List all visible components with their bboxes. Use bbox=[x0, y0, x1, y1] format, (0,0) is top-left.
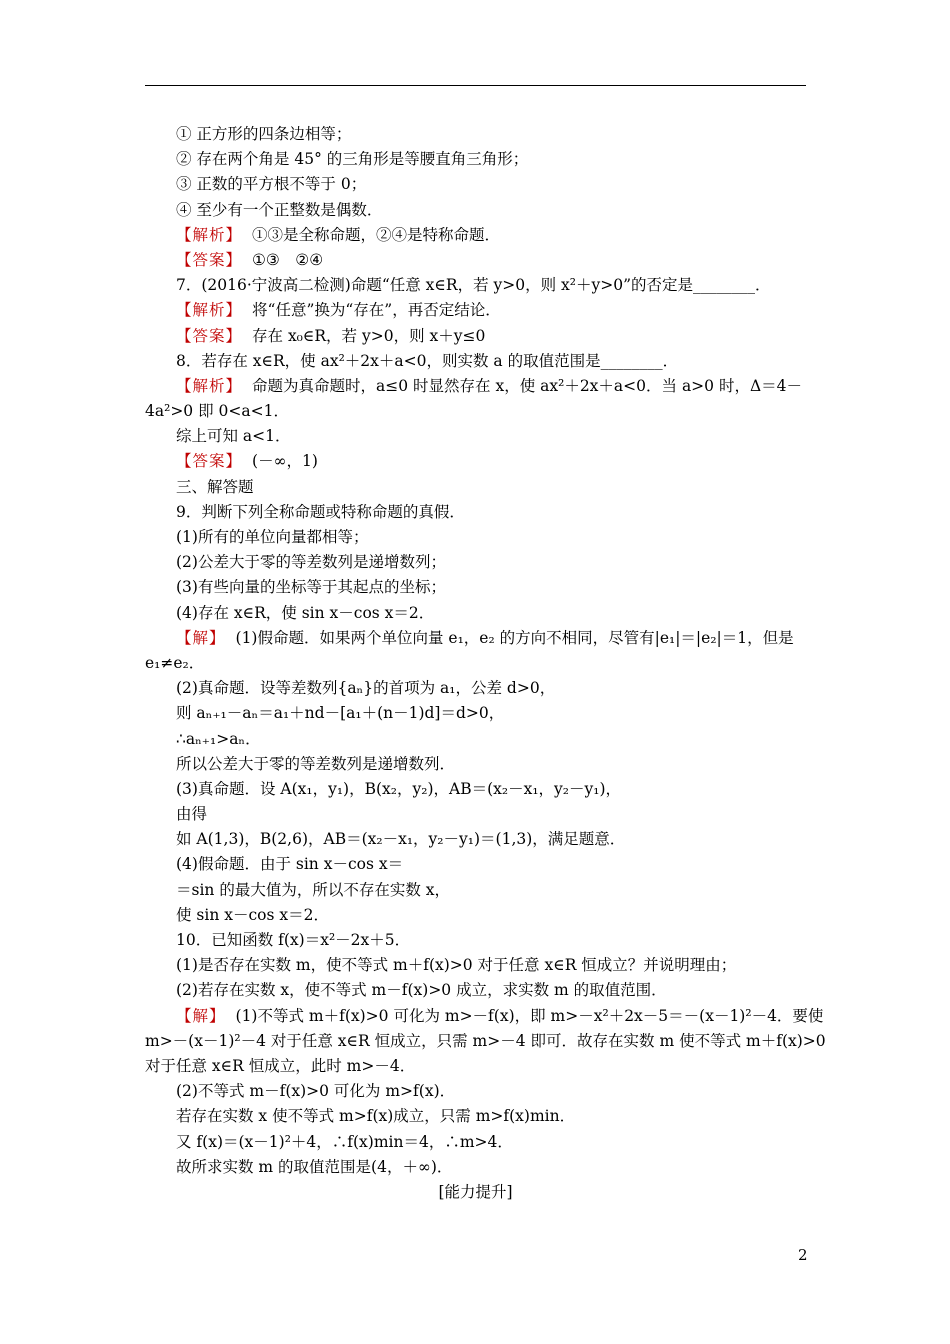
text-line bbox=[145, 223, 806, 248]
line-text: 由得 bbox=[176, 805, 208, 824]
text-line bbox=[145, 1130, 806, 1155]
line-text: 又 f(x)＝(x－1)²＋4，∴f(x)min＝4，∴m>4． bbox=[176, 1132, 513, 1151]
text-line bbox=[145, 903, 806, 928]
line-text: e₁≠e₂． bbox=[145, 653, 205, 672]
line-text: ① 正方形的四条边相等； bbox=[176, 125, 352, 143]
line-text: 则 aₙ₊₁－aₙ＝a₁＋nd－[a₁＋(n－1)d]＝d>0， bbox=[176, 704, 505, 723]
line-text: (3)有些向量的坐标等于其起点的坐标； bbox=[176, 578, 446, 597]
line-text: [能力提升] bbox=[438, 1182, 513, 1201]
section-heading bbox=[145, 1180, 806, 1205]
line-text: 若存在实数 x 使不等式 m>f(x)成立，只需 m>f(x)min． bbox=[176, 1107, 576, 1126]
line-text: 故所求实数 m 的取值范围是(4，＋∞)． bbox=[176, 1157, 453, 1176]
text-line bbox=[145, 802, 806, 827]
line-text: 8．若存在 x∈R，使 ax²＋2x＋a<0，则实数 a 的取值范围是________． bbox=[176, 351, 679, 370]
text-line bbox=[145, 928, 806, 953]
text-line bbox=[145, 122, 806, 147]
line-text: 综上可知 a<1． bbox=[176, 427, 291, 446]
line-text: 9．判断下列全称命题或特称命题的真假． bbox=[176, 502, 465, 521]
text-line bbox=[145, 475, 806, 500]
line-text: (2)若存在实数 x，使不等式 m－f(x)>0 成立，求实数 m 的取值范围． bbox=[176, 981, 667, 1000]
label-tag: 【解析】 bbox=[176, 376, 243, 395]
text-line bbox=[145, 324, 806, 349]
text-line bbox=[145, 777, 806, 802]
line-text: ③ 正数的平方根不等于 0； bbox=[176, 175, 367, 194]
line-text: ①③是全称命题，②④是特称命题． bbox=[252, 225, 501, 244]
text-line bbox=[145, 1104, 806, 1129]
line-text: 使 sin x－cos x＝2． bbox=[176, 905, 329, 924]
line-text: 将“任意”换为“存在”，再否定结论． bbox=[252, 301, 501, 320]
header-rule bbox=[145, 85, 806, 86]
page-number: 2 bbox=[798, 1246, 808, 1264]
text-line bbox=[145, 248, 806, 273]
text-line bbox=[145, 626, 806, 651]
text-line bbox=[145, 349, 806, 374]
text-line bbox=[145, 852, 806, 877]
line-text: 4a²>0 即 0<a<1． bbox=[145, 402, 289, 421]
text-line bbox=[145, 298, 806, 323]
text-line bbox=[145, 727, 806, 752]
text-line bbox=[145, 550, 806, 575]
text-line bbox=[145, 525, 806, 550]
text-line bbox=[145, 878, 806, 903]
line-text: ④ 至少有一个正整数是偶数． bbox=[176, 200, 383, 219]
line-text: (1)是否存在实数 m，使不等式 m＋f(x)>0 对于任意 x∈R 恒成立？并说明理由； bbox=[176, 956, 737, 975]
line-text: (1)假命题．如果两个单位向量 e₁，e₂ 的方向不相同，尽管有|e₁|＝|e₂|＝1，但是 bbox=[235, 628, 794, 647]
line-text: 命题为真命题时，a≤0 时显然存在 x，使 ax²＋2x＋a<0．当 a>0 时，Δ＝4－ bbox=[252, 376, 803, 395]
text-line bbox=[145, 1004, 824, 1029]
label-tag: 【答案】 bbox=[176, 326, 243, 345]
text-line bbox=[145, 500, 806, 525]
text-line bbox=[145, 1155, 806, 1180]
text-line bbox=[145, 449, 806, 474]
text-line bbox=[145, 1054, 806, 1079]
document-body bbox=[145, 122, 826, 1205]
text-line bbox=[145, 575, 806, 600]
text-line bbox=[145, 601, 806, 626]
text-line bbox=[145, 273, 806, 298]
label-tag: 【解】 bbox=[176, 1006, 226, 1025]
line-text: (2)不等式 m－f(x)>0 可化为 m>f(x)． bbox=[176, 1082, 456, 1101]
line-text: 所以公差大于零的等差数列是递增数列． bbox=[176, 754, 456, 773]
text-line bbox=[145, 147, 806, 172]
text-line bbox=[145, 1079, 806, 1104]
text-line bbox=[145, 752, 806, 777]
line-text: ＝sin 的最大值为，所以不存在实数 x， bbox=[176, 880, 450, 899]
label-tag: 【解】 bbox=[176, 628, 226, 647]
label-tag: 【答案】 bbox=[176, 452, 243, 471]
line-text: (4)存在 x∈R，使 sin x－cos x＝2． bbox=[176, 603, 435, 622]
text-line bbox=[145, 676, 806, 701]
line-text: (3)真命题．设 A(x₁，y₁)，B(x₂，y₂)，AB＝(x₂－x₁，y₂－y₁)， bbox=[176, 779, 622, 798]
line-text: ② 存在两个角是 45° 的三角形是等腰直角三角形； bbox=[176, 150, 529, 169]
label-tag: 【答案】 bbox=[176, 250, 243, 269]
line-text: 10．已知函数 f(x)＝x²－2x＋5． bbox=[176, 931, 411, 949]
line-text: (1)所有的单位向量都相等； bbox=[176, 528, 369, 546]
text-line bbox=[145, 172, 806, 197]
line-text: 对于任意 x∈R 恒成立，此时 m>－4． bbox=[145, 1056, 416, 1075]
text-line bbox=[145, 978, 806, 1003]
text-line bbox=[145, 198, 806, 223]
text-line bbox=[145, 651, 806, 676]
line-text: m>－(x－1)²－4 对于任意 x∈R 恒成立，只需 m>－4 即可．故存在实数 m 使不等式 m＋f(x)>0 bbox=[145, 1031, 826, 1050]
line-text: 7．(2016·宁波高二检测)命题“任意 x∈R，若 y>0，则 x²＋y>0”的否定是________． bbox=[176, 276, 771, 295]
line-text: ①③ ②④ bbox=[252, 250, 324, 269]
line-text: (2)真命题．设等差数列{aₙ}的首项为 a₁，公差 d>0， bbox=[176, 679, 556, 698]
label-tag: 【解析】 bbox=[176, 301, 243, 320]
label-tag: 【解析】 bbox=[176, 225, 243, 244]
text-line bbox=[145, 1029, 826, 1054]
line-text: (1)不等式 m＋f(x)>0 可化为 m>－f(x)，即 m>－x²＋2x－5＝－(x－1)²－4．要使 bbox=[235, 1006, 824, 1025]
text-line bbox=[145, 827, 806, 852]
text-line bbox=[145, 374, 806, 399]
text-line bbox=[145, 701, 806, 726]
text-line bbox=[145, 399, 806, 424]
line-text: 三、解答题 bbox=[176, 477, 254, 496]
line-text: (2)公差大于零的等差数列是递增数列； bbox=[176, 553, 446, 572]
text-line bbox=[145, 953, 806, 978]
line-text: (－∞，1) bbox=[252, 452, 318, 471]
line-text: (4)假命题．由于 sin x－cos x＝ bbox=[176, 855, 404, 874]
line-text: 如 A(1,3)，B(2,6)，AB＝(x₂－x₁，y₂－y₁)＝(1,3)，满足题意． bbox=[176, 830, 626, 849]
text-line bbox=[145, 424, 806, 449]
line-text: ∴aₙ₊₁>aₙ． bbox=[176, 729, 261, 748]
line-text: 存在 x₀∈R，若 y>0，则 x＋y≤0 bbox=[252, 326, 486, 345]
